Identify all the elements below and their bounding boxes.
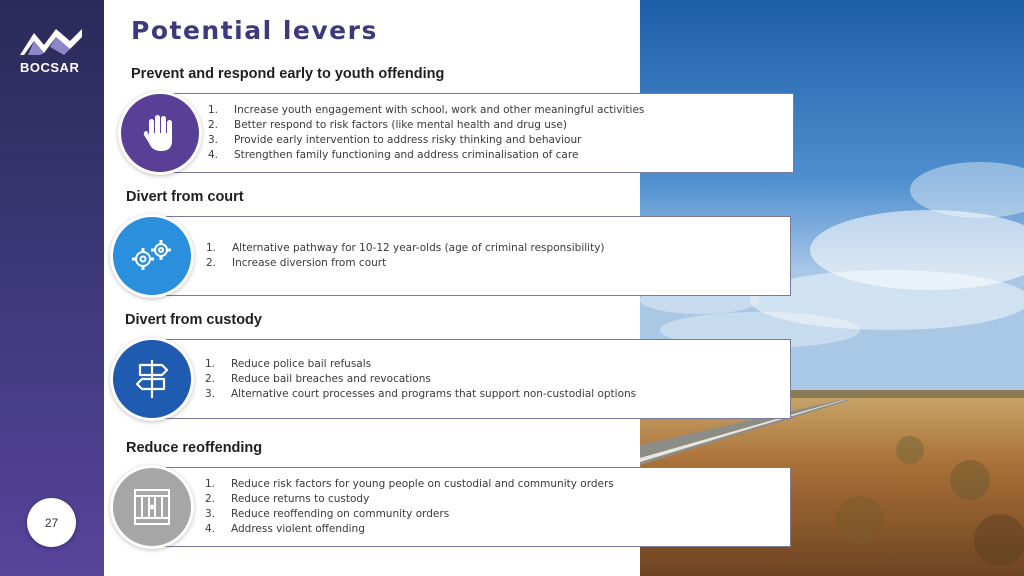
section-heading-prevent: Prevent and respond early to youth offending (131, 66, 445, 82)
bocsar-logo-icon (20, 27, 82, 57)
page-title: Potential levers (131, 16, 378, 45)
signpost-icon (110, 337, 194, 421)
lever-card-divert-court: 1. Alternative pathway for 10-12 year-olds (age of criminal responsibility) 2. Increase diversion from court (158, 216, 791, 296)
lever-card-reduce-reoffending: 1. Reduce risk factors for young people on custodial and community orders 2. Reduce returns to custody 3. Reduce reoffending on community orders 4. Address violent offending (158, 467, 791, 547)
page-number: 27 (27, 498, 76, 547)
section-heading-divert-court: Divert from court (126, 189, 244, 205)
gears-icon (110, 214, 194, 298)
lever-card-prevent: 1. Increase youth engagement with school, work and other meaningful activities 2. Better respond to risk factors (like mental health and drug use) 3. Provide early intervention to address risky thinking and behaviour 4. Strengthen family functioning and address criminalisation of care (164, 93, 794, 173)
hand-stop-icon (118, 91, 202, 175)
brand-name: BOCSAR (20, 60, 80, 75)
section-heading-divert-custody: Divert from custody (125, 312, 262, 328)
lever-card-divert-custody: 1. Reduce police bail refusals 2. Reduce bail breaches and revocations 3. Alternative court processes and programs that support non-custodial options (158, 339, 791, 419)
sidebar (0, 0, 104, 576)
jail-cell-icon (110, 465, 194, 549)
section-heading-reduce-reoffending: Reduce reoffending (126, 440, 263, 456)
